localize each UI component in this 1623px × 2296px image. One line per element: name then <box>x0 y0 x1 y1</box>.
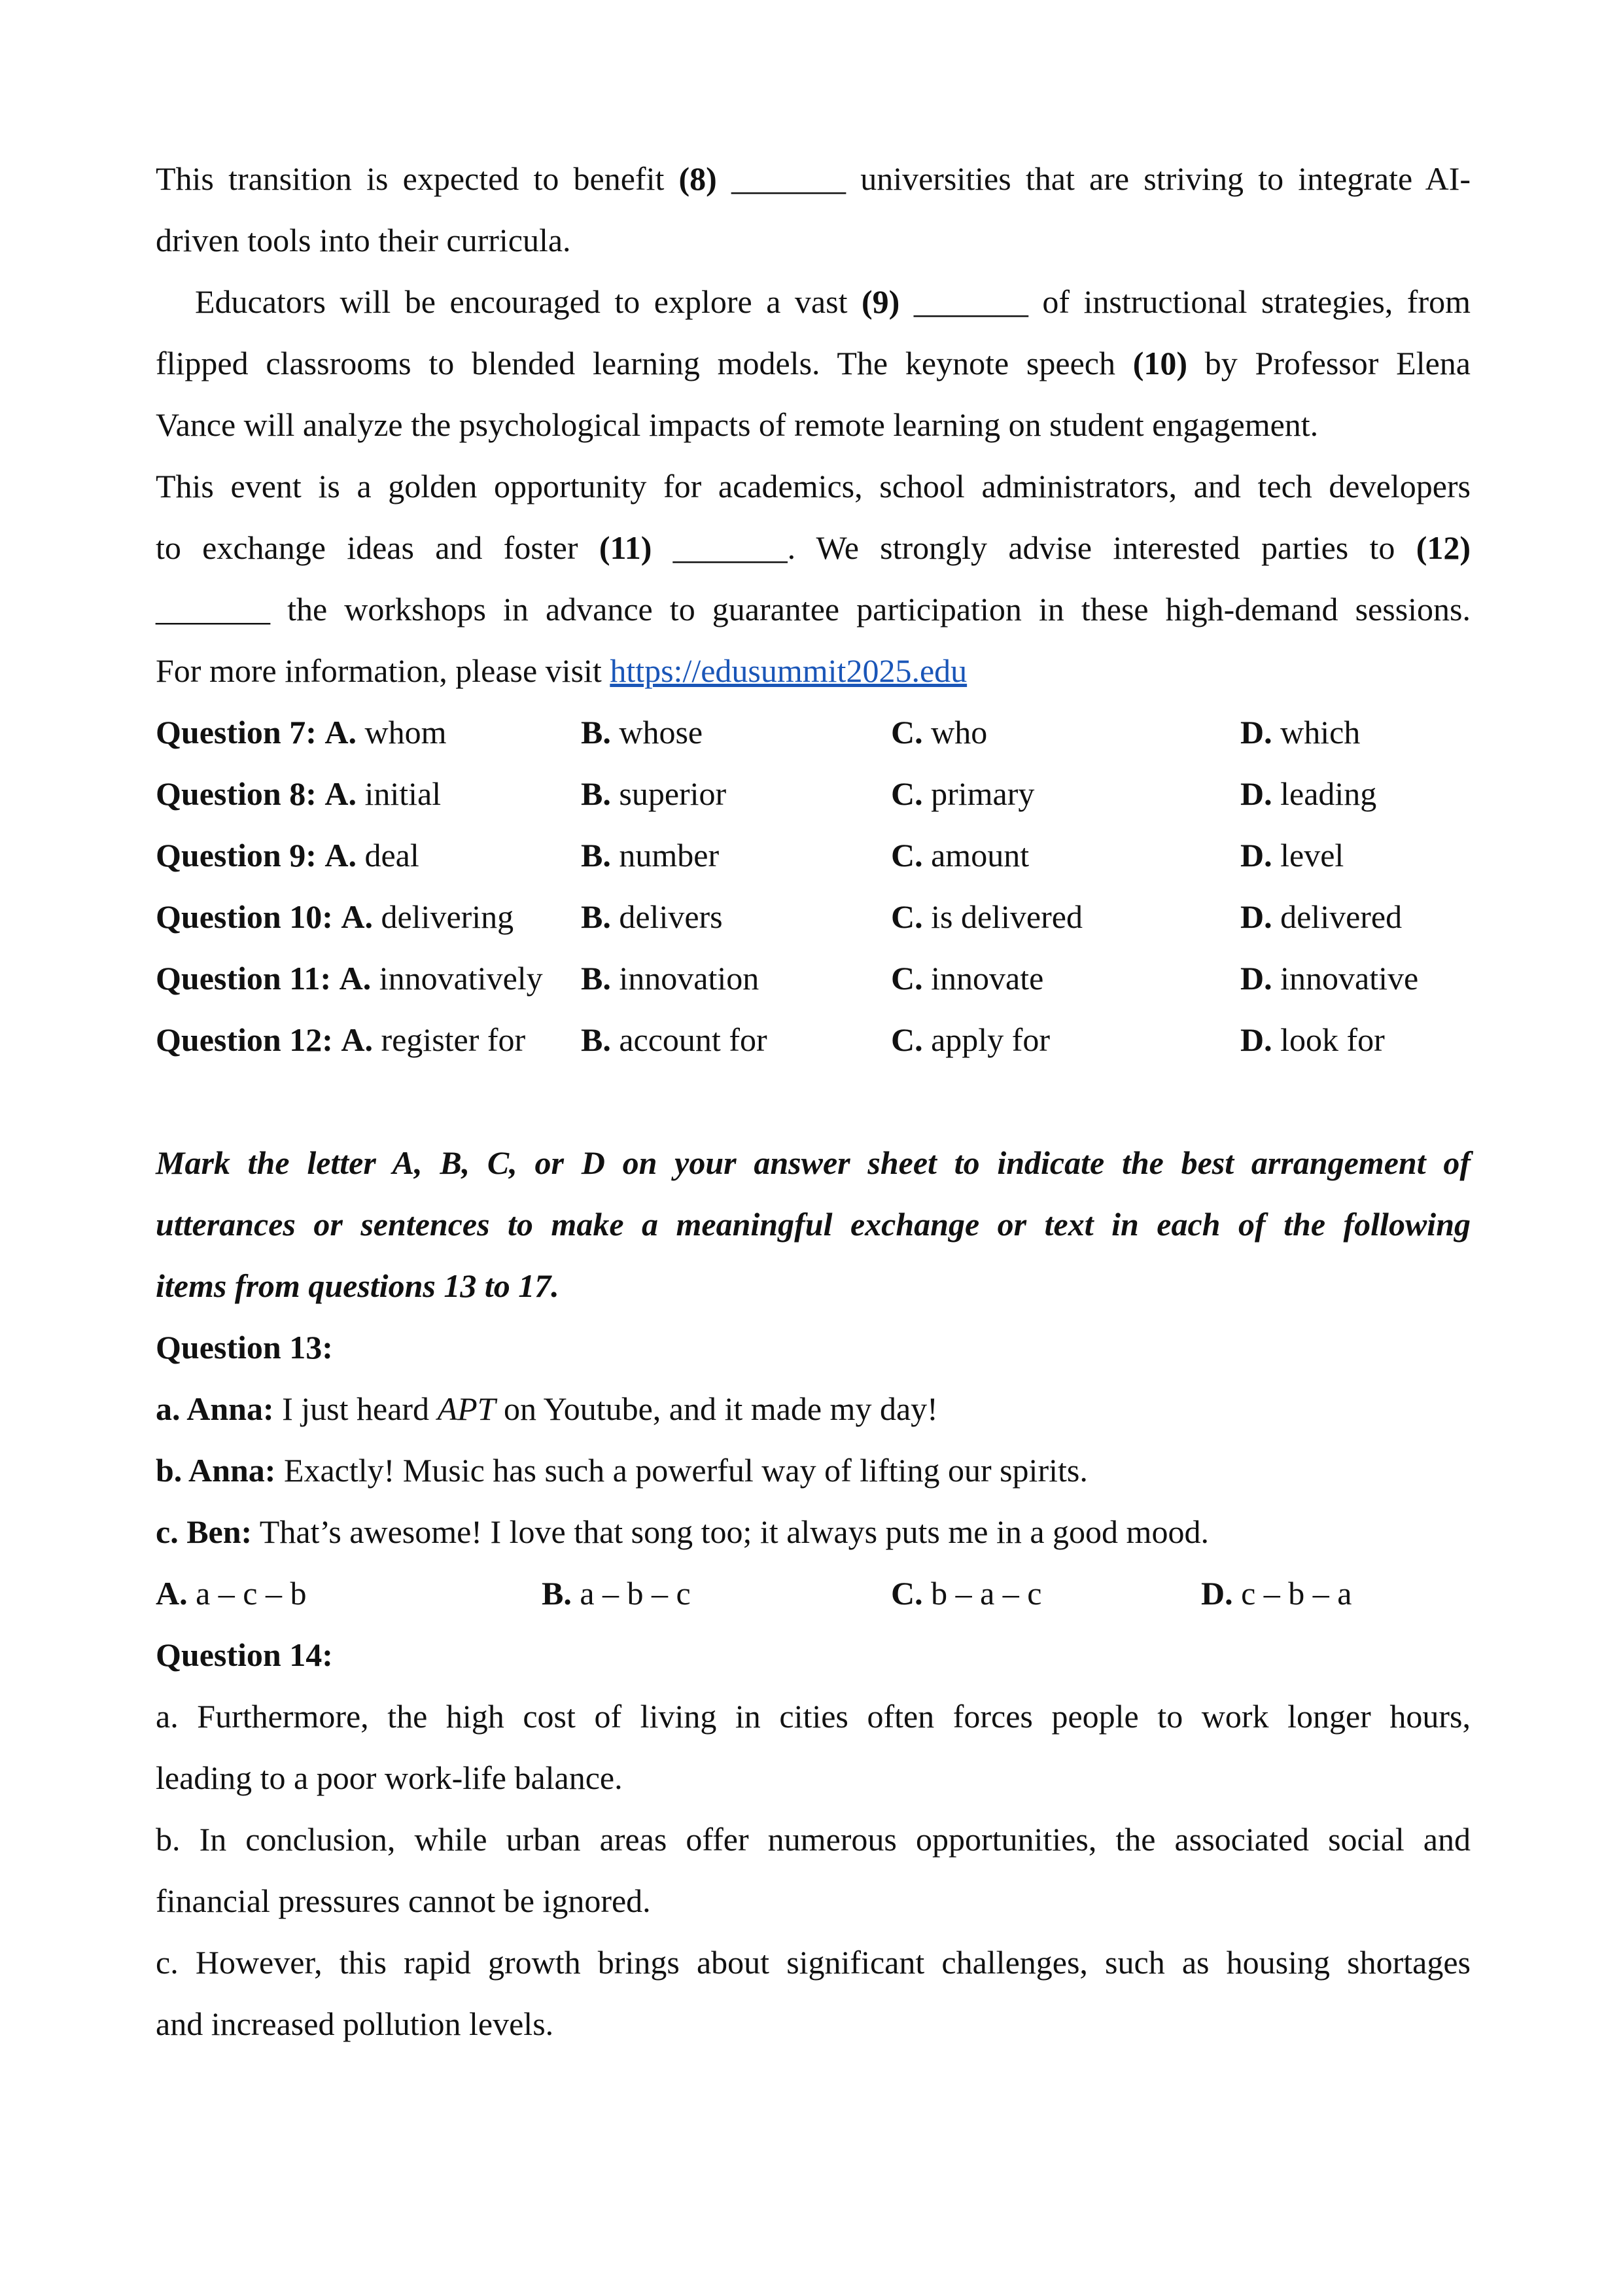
option-a: innovatively <box>379 960 543 997</box>
option-letter: B. <box>581 960 611 997</box>
option-b: a – b – c <box>580 1575 691 1612</box>
question-label: Question 9: <box>156 837 317 874</box>
option-letter: D. <box>1240 898 1272 935</box>
option-b: superior <box>619 775 727 812</box>
option-letter: C. <box>891 714 923 751</box>
passage-text: _______. We strongly advise interested parties to <box>652 529 1416 566</box>
passage-line-5: Vance will analyze the psychological impacts of remote learning on student engagement. <box>156 406 1319 443</box>
option-c: b – a – c <box>931 1575 1042 1612</box>
passage-text: by Professor Elena <box>1187 345 1471 381</box>
option-a: delivering <box>381 898 514 935</box>
option-letter: D. <box>1201 1575 1233 1612</box>
option-letter: B. <box>542 1575 572 1612</box>
question-13-label <box>156 1316 1471 1378</box>
q14-sentence-a-line-1: a. Furthermore, the high cost of living in cities often forces people to work longer hours, <box>156 1698 1471 1735</box>
option-c: who <box>931 714 988 751</box>
option-a: deal <box>364 837 419 874</box>
passage-line-3 <box>156 271 1471 332</box>
option-d: delivered <box>1280 898 1403 935</box>
option-d: leading <box>1280 775 1377 812</box>
blank-number-8: (8) <box>678 160 717 197</box>
option-b: innovation <box>619 960 759 997</box>
passage-text: This transition is expected to benefit <box>156 160 679 197</box>
speaker-label: b. Anna: <box>156 1452 276 1489</box>
option-letter: C. <box>891 1575 923 1612</box>
passage-line-1 <box>156 148 1471 209</box>
option-d: which <box>1280 714 1361 751</box>
option-c: apply for <box>931 1021 1050 1058</box>
q13-utterance-c <box>156 1501 1471 1563</box>
option-letter: B. <box>581 898 611 935</box>
question-label: Question 7: <box>156 714 317 751</box>
question-label: Question 11: <box>156 960 332 997</box>
question-14-label <box>156 1624 1471 1686</box>
song-title: APT <box>437 1390 496 1427</box>
option-letter: D. <box>1240 775 1272 812</box>
instruction-line-1: Mark the letter A, B, C, or D on your answer sheet to indicate the best arrangement of <box>156 1144 1471 1181</box>
page-content <box>156 148 1471 2055</box>
option-letter: B. <box>581 714 611 751</box>
passage-line-6: This event is a golden opportunity for academics, school administrators, and tech developers <box>156 468 1471 504</box>
option-letter: A. <box>156 1575 188 1612</box>
question-row-8 <box>156 763 1471 824</box>
q14-sentence-a-line-2: leading to a poor work-life balance. <box>156 1759 623 1796</box>
blank-number-10: (10) <box>1132 345 1188 381</box>
instruction-line-2: utterances or sentences to make a meaningful exchange or text in each of the following <box>156 1206 1471 1243</box>
question-row-7 <box>156 701 1471 763</box>
question-row-10 <box>156 886 1471 947</box>
option-d: innovative <box>1280 960 1419 997</box>
passage-text: _______ universities that are striving to integrate AI- <box>716 160 1471 197</box>
option-d: look for <box>1280 1021 1385 1058</box>
speaker-label: c. Ben: <box>156 1513 253 1550</box>
utterance-text: Exactly! Music has such a powerful way of lifting our spirits. <box>275 1452 1088 1489</box>
passage-line-9 <box>156 640 1471 701</box>
passage-text: flipped classrooms to blended learning models. The keynote speech <box>156 345 1133 381</box>
blank-number-9: (9) <box>862 283 900 320</box>
option-letter: B. <box>581 1021 611 1058</box>
q14-sentence-b-line-1: b. In conclusion, while urban areas offer numerous opportunities, the associated social and <box>156 1821 1471 1858</box>
option-a: register for <box>381 1021 526 1058</box>
option-letter: D. <box>1240 837 1272 874</box>
passage-text: For more information, please visit <box>156 652 610 689</box>
option-b: account for <box>619 1021 767 1058</box>
option-letter: A. <box>324 775 357 812</box>
spacer <box>156 1070 1471 1132</box>
blank-number-12: (12) <box>1416 529 1471 566</box>
utterance-text: That’s awesome! I love that song too; it always puts me in a good mood. <box>252 1513 1209 1550</box>
passage-line-4 <box>156 332 1471 394</box>
option-d: c – b – a <box>1241 1575 1352 1612</box>
passage-line-7 <box>156 517 1471 578</box>
option-letter: A. <box>341 898 373 935</box>
question-13-options <box>156 1563 1471 1624</box>
question-label: Question 10: <box>156 898 333 935</box>
option-letter: C. <box>891 1021 923 1058</box>
question-row-12 <box>156 1009 1471 1070</box>
question-row-11 <box>156 947 1471 1009</box>
q14-sentence-b-line-2: financial pressures cannot be ignored. <box>156 1882 651 1919</box>
option-letter: A. <box>339 960 372 997</box>
utterance-text: I just heard <box>273 1390 438 1427</box>
option-b: whose <box>619 714 703 751</box>
question-label: Question 12: <box>156 1021 333 1058</box>
passage-line-2: driven tools into their curricula. <box>156 222 571 258</box>
speaker-label: a. Anna: <box>156 1390 274 1427</box>
option-letter: A. <box>341 1021 373 1058</box>
option-letter: D. <box>1240 960 1272 997</box>
option-letter: C. <box>891 960 923 997</box>
passage-text: Educators will be encouraged to explore a vast <box>195 283 862 320</box>
utterance-text: on Youtube, and it made my day! <box>495 1390 938 1427</box>
option-letter: C. <box>891 837 923 874</box>
instruction-line-3: items from questions 13 to 17. <box>156 1267 559 1304</box>
option-letter: A. <box>324 837 357 874</box>
option-b: delivers <box>619 898 723 935</box>
option-a: initial <box>364 775 442 812</box>
question-label: Question 14: <box>156 1636 333 1673</box>
option-a: a – c – b <box>196 1575 307 1612</box>
option-letter: B. <box>581 775 611 812</box>
option-letter: D. <box>1240 1021 1272 1058</box>
option-c: amount <box>931 837 1030 874</box>
question-label: Question 8: <box>156 775 317 812</box>
option-c: innovate <box>931 960 1044 997</box>
option-letter: C. <box>891 898 923 935</box>
q14-sentence-c-line-2: and increased pollution levels. <box>156 2005 554 2042</box>
option-c: is delivered <box>931 898 1083 935</box>
passage-text: _______ of instructional strategies, from <box>899 283 1471 320</box>
option-letter: C. <box>891 775 923 812</box>
q13-utterance-a <box>156 1378 1471 1439</box>
website-link[interactable]: https://edusummit2025.edu <box>610 652 968 689</box>
q13-utterance-b <box>156 1439 1471 1501</box>
question-row-9 <box>156 824 1471 886</box>
option-letter: A. <box>324 714 357 751</box>
option-c: primary <box>931 775 1035 812</box>
q14-sentence-c-line-1: c. However, this rapid growth brings about significant challenges, such as housing shortages <box>156 1944 1471 1981</box>
option-letter: D. <box>1240 714 1272 751</box>
option-b: number <box>619 837 720 874</box>
option-a: whom <box>364 714 447 751</box>
question-label: Question 13: <box>156 1329 333 1366</box>
option-d: level <box>1280 837 1344 874</box>
passage-text: to exchange ideas and foster <box>156 529 599 566</box>
passage-line-8: _______ the workshops in advance to guarantee participation in these high-demand sessions. <box>156 591 1471 627</box>
blank-number-11: (11) <box>599 529 652 566</box>
option-letter: B. <box>581 837 611 874</box>
